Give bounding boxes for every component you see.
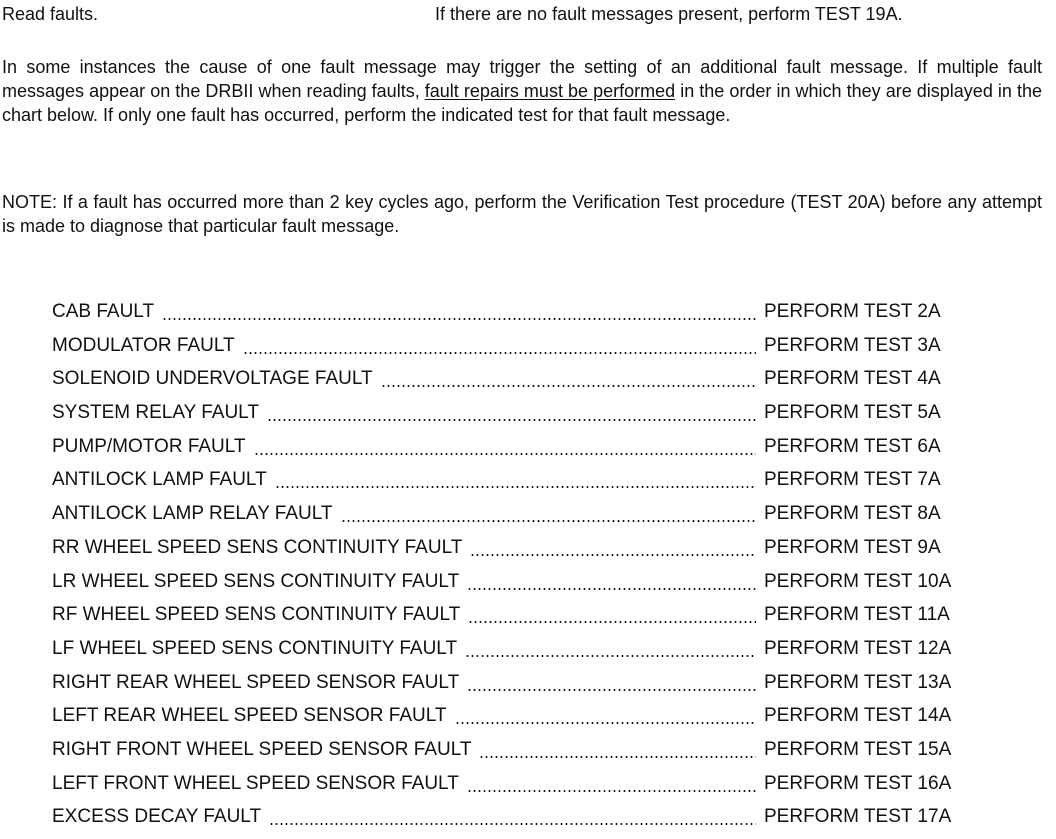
dotted-leader [381,385,756,387]
dotted-leader [467,588,756,590]
fault-name: ANTILOCK LAMP FAULT [52,469,267,491]
fault-row [52,468,1012,502]
test-action: PERFORM TEST 4A [764,368,941,390]
test-action: PERFORM TEST 17A [764,806,952,828]
test-action: PERFORM TEST 12A [764,637,952,659]
dotted-leader [341,520,756,522]
test-action: PERFORM TEST 7A [764,469,941,491]
test-action: PERFORM TEST 5A [764,402,941,424]
test-action: PERFORM TEST 6A [764,435,941,457]
paragraph-text-after-underline: in the order in which they are displayed in the chart below. If only one fault has occurred, perform the indicated test for that fault message. [2,81,1042,125]
fault-row [52,435,1012,469]
test-action: PERFORM TEST 13A [764,671,952,693]
dotted-leader [275,486,756,488]
test-action: PERFORM TEST 15A [764,738,952,760]
fault-row [52,401,1012,435]
fault-row [52,570,1012,604]
test-action: PERFORM TEST 10A [764,570,952,592]
fault-name: EXCESS DECAY FAULT [52,806,262,828]
fault-name: RR WHEEL SPEED SENS CONTINUITY FAULT [52,536,463,558]
fault-name: RF WHEEL SPEED SENS CONTINUITY FAULT [52,604,461,626]
fault-row [52,637,1012,671]
dotted-leader [465,655,756,657]
test-action: PERFORM TEST 16A [764,772,952,794]
fault-name: SOLENOID UNDERVOLTAGE FAULT [52,368,373,390]
test-action: PERFORM TEST 11A [764,604,950,626]
dotted-leader [479,756,756,758]
fault-row [52,502,1012,536]
dotted-leader [254,453,756,455]
test-action: PERFORM TEST 9A [764,536,941,558]
read-faults-instruction [2,2,1042,26]
fault-name: ANTILOCK LAMP RELAY FAULT [52,503,333,525]
fault-row [52,805,1012,839]
fault-name: PUMP/MOTOR FAULT [52,435,246,457]
fault-message-table [52,300,1012,839]
test-action: PERFORM TEST 3A [764,334,941,356]
dotted-leader [243,352,756,354]
fault-row [52,367,1012,401]
fault-row [52,738,1012,772]
no-fault-instruction: If there are no fault messages present, perform TEST 19A. [435,4,903,24]
dotted-leader [467,689,756,691]
fault-name: SYSTEM RELAY FAULT [52,402,259,424]
fault-row [52,334,1012,368]
fault-name: LEFT FRONT WHEEL SPEED SENSOR FAULT [52,772,459,794]
dotted-leader [470,554,756,556]
test-action: PERFORM TEST 2A [764,301,941,322]
read-faults-text: Read faults. [2,4,99,24]
fault-name: MODULATOR FAULT [52,334,235,356]
test-action: PERFORM TEST 8A [764,503,941,525]
fault-row [52,300,1012,334]
fault-row [52,772,1012,806]
dotted-leader [269,823,756,825]
fault-name: LF WHEEL SPEED SENS CONTINUITY FAULT [52,637,458,659]
fault-row [52,704,1012,738]
fault-row [52,603,1012,637]
dotted-leader [467,790,756,792]
fault-row [52,671,1012,705]
underlined-repair-requirement: fault repairs must be performed [424,81,676,101]
dotted-leader [267,419,756,421]
fault-name: LR WHEEL SPEED SENS CONTINUITY FAULT [52,570,460,592]
fault-name: LEFT REAR WHEEL SPEED SENSOR FAULT [52,705,447,727]
fault-name: RIGHT FRONT WHEEL SPEED SENSOR FAULT [52,738,472,760]
dotted-leader [468,621,756,623]
fault-repair-paragraph [2,55,1042,127]
fault-row [52,536,1012,570]
verification-note: NOTE: If a fault has occurred more than 2 key cycles ago, perform the Verification Test procedure (TEST 20A) before any attempt is made to diagnose that particular fault message. [2,192,1042,236]
fault-name: RIGHT REAR WHEEL SPEED SENSOR FAULT [52,671,460,693]
dotted-leader [455,722,756,724]
test-action: PERFORM TEST 14A [764,705,952,727]
paragraph-text-before-underline: In some instances the cause of one fault message may trigger the setting of an additional fault message. If multiple fault messages appear on the DRBII when reading faults, [2,57,1042,101]
dotted-leader [162,318,756,320]
fault-name: CAB FAULT [52,301,155,322]
